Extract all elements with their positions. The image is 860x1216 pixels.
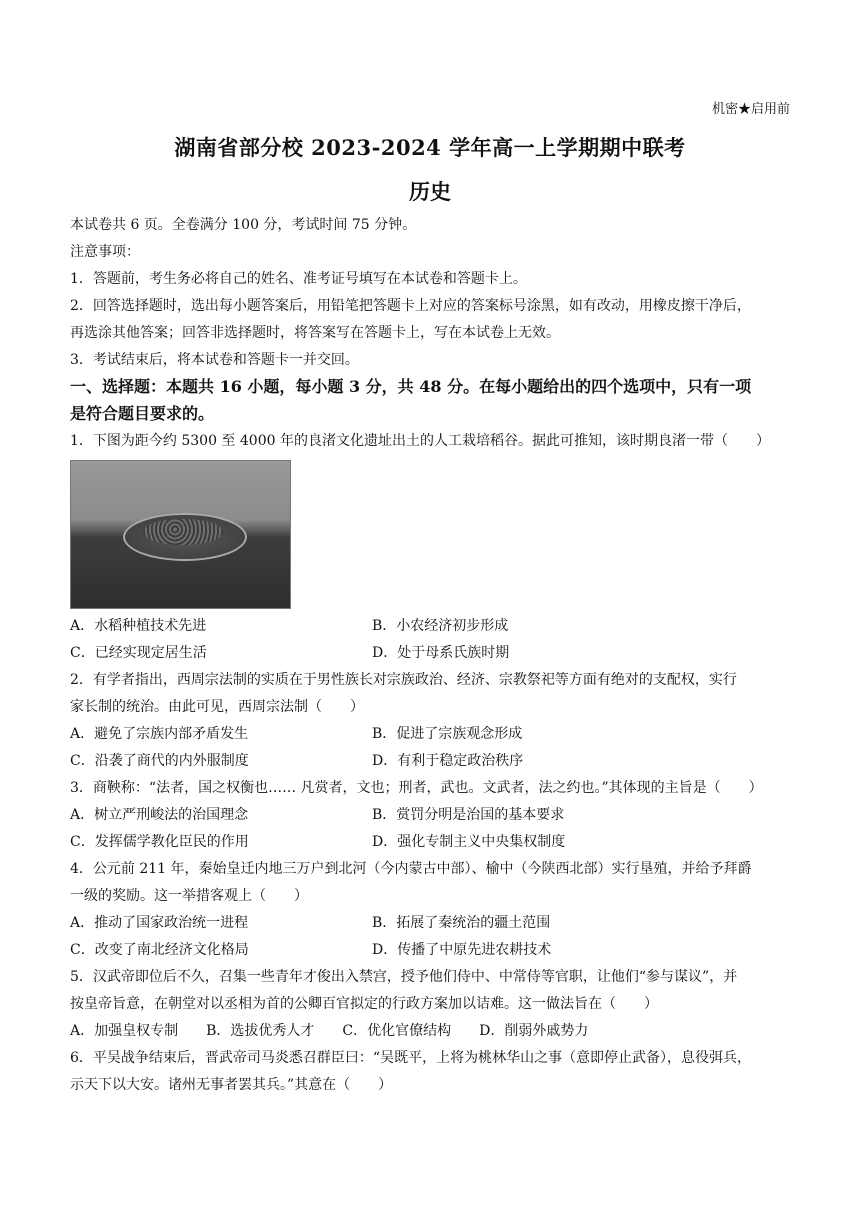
note-2-line-1: 2．回答选择题时，选出每小题答案后，用铅笔把答题卡上对应的答案标号涂黑，如有改动，用橡皮擦干净后， <box>70 298 751 314</box>
q5-stem-line-2: 按皇帝旨意，在朝堂对以丞相为首的公卿百官拟定的行政方案加以诘难。这一做法旨在（ ） <box>70 996 658 1012</box>
q5-options: A．加强皇权专制 B．选拔优秀人才 C．优化官僚结构 D．削弱外戚势力 <box>70 1023 589 1039</box>
notes-label: 注意事项： <box>70 244 140 260</box>
q6-stem-line-2: 示天下以大安。诸州无事者罢其兵。”其意在（ ） <box>70 1077 393 1093</box>
q4-option-b: B．拓展了秦统治的疆土范围 <box>372 915 551 931</box>
q2-stem-line-1: 2．有学者指出，西周宗法制的实质在于男性族长对宗族政治、经济、宗教祭祀等方面有绝对的支配权，实行 <box>70 672 737 688</box>
q1-option-a: A．水稻种植技术先进 <box>70 618 207 634</box>
exam-info: 本试卷共 6 页。全卷满分 100 分，考试时间 75 分钟。 <box>70 217 417 233</box>
q4-option-a: A．推动了国家政治统一进程 <box>70 915 249 931</box>
subject-title: 历史 <box>409 179 451 204</box>
q4-option-d: D．传播了中原先进农耕技术 <box>372 942 552 958</box>
q4-stem-line-1: 4．公元前 211 年，秦始皇迁内地三万户到北河（今内蒙古中部）、榆中（今陕西北部）实行垦殖，并给予拜爵 <box>70 861 752 877</box>
note-3: 3．考试结束后，将本试卷和答题卡一并交回。 <box>70 352 359 368</box>
q6-stem-line-1: 6．平吴战争结束后，晋武帝司马炎悉召群臣曰：“吴既平，上将为桃林华山之事（意即停止武备），息役弭兵， <box>70 1050 752 1066</box>
exam-title: 湖南省部分校 2023-2024 学年高一上学期期中联考 <box>174 135 686 160</box>
rice-grain-texture <box>143 519 223 545</box>
section-heading-line-2: 是符合题目要求的。 <box>70 404 215 423</box>
note-1: 1．答题前，考生务必将自己的姓名、准考证号填写在本试卷和答题卡上。 <box>70 271 527 287</box>
q3-option-c: C．发挥儒学教化臣民的作用 <box>70 834 249 850</box>
q2-option-b: B．促进了宗族观念形成 <box>372 726 523 742</box>
q4-option-c: C．改变了南北经济文化格局 <box>70 942 249 958</box>
q2-option-c: C．沿袭了商代的内外服制度 <box>70 753 249 769</box>
q5-stem-line-1: 5．汉武帝即位后不久，召集一些青年才俊出入禁宫，授予他们侍中、中常侍等官职，让他们“参与谋议”，并 <box>70 969 738 985</box>
confidential-label: 机密★启用前 <box>711 102 790 117</box>
q3-option-b: B．赏罚分明是治国的基本要求 <box>372 807 565 823</box>
q4-stem-line-2: 一级的奖励。这一举措客观上（ ） <box>70 888 308 904</box>
q3-option-a: A．树立严刑峻法的治国理念 <box>70 807 249 823</box>
q2-stem-line-2: 家长制的统治。由此可见，西周宗法制（ ） <box>70 699 364 715</box>
q2-option-d: D．有利于稳定政治秩序 <box>372 753 524 769</box>
q1-option-b: B．小农经济初步形成 <box>372 618 509 634</box>
q1-option-d: D．处于母系氏族时期 <box>372 645 510 661</box>
section-heading-line-1: 一、选择题：本题共 16 小题，每小题 3 分，共 48 分。在每小题给出的四个选项中，只有一项 <box>70 377 752 396</box>
rice-grain-photo <box>70 460 291 609</box>
note-2-line-2: 再选涂其他答案；回答非选择题时，将答案写在答题卡上，写在本试卷上无效。 <box>70 325 560 341</box>
q2-option-a: A．避免了宗族内部矛盾发生 <box>70 726 249 742</box>
q1-option-c: C．已经实现定居生活 <box>70 645 207 661</box>
q3-option-d: D．强化专制主义中央集权制度 <box>372 834 566 850</box>
q1-stem: 1．下图为距今约 5300 至 4000 年的良渚文化遗址出土的人工栽培稻谷。据此可推知，该时期良渚一带（ ） <box>70 433 770 449</box>
q3-stem: 3．商鞅称：“法者，国之权衡也…… 凡赏者，文也；刑者，武也。文武者，法之约也。”其体现的主旨是（ ） <box>70 780 763 796</box>
